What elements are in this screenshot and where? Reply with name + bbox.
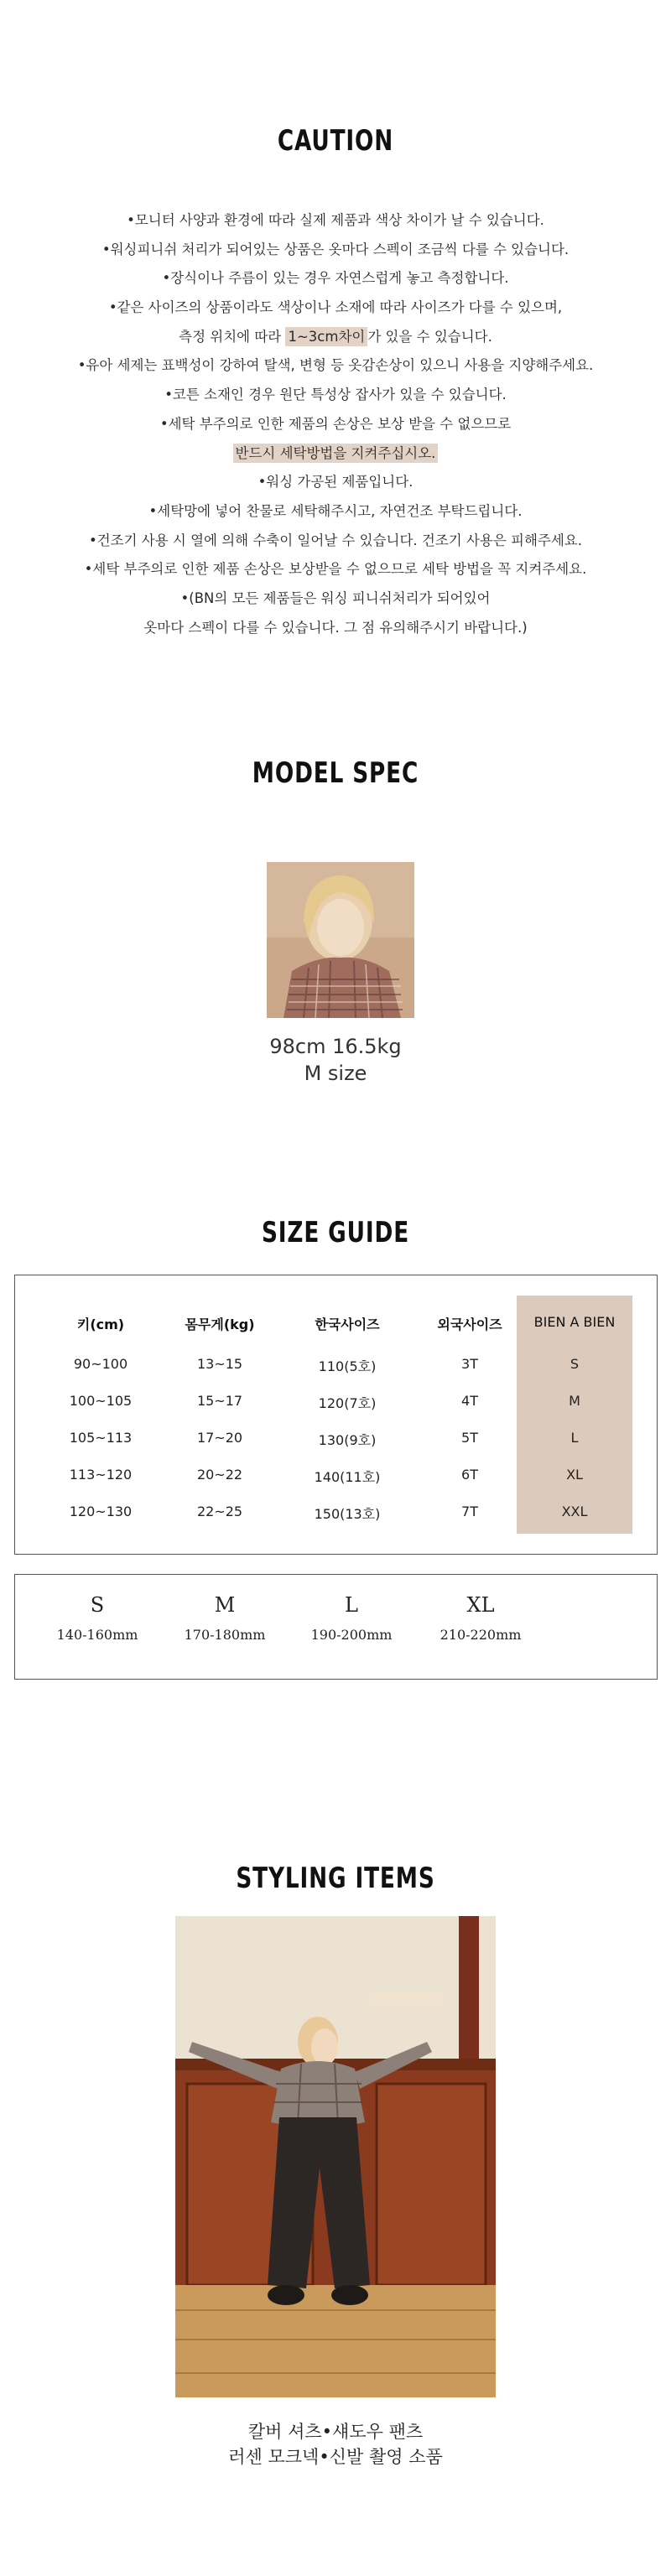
styling-title: STYLING ITEMS [236, 1862, 435, 1895]
caution-line: •워싱피니쉬 처리가 되어있는 상품은 옷마다 스펙이 조금씩 다를 수 있습니다. [101, 241, 570, 257]
size-cell: M [569, 1393, 580, 1409]
size-cell: 22~25 [196, 1504, 243, 1519]
caution-line: •세탁 부주의로 인한 제품 손상은 보상받을 수 없으므로 세탁 방법을 꼭 지켜주세요. [84, 561, 587, 578]
size-cell: 150(13호) [314, 1506, 381, 1522]
size-cell: S [570, 1356, 580, 1372]
caution-highlight: 1~3cm차이 [285, 327, 367, 346]
size-col-header: BIEN A BIEN [533, 1314, 616, 1330]
adult-size-range: 190-200mm [310, 1627, 393, 1643]
caution-line-text: 가 있을 수 있습니다. [367, 328, 492, 345]
caution-line: •세탁 부주의로 인한 제품의 손상은 보상 받을 수 없으므로 [159, 415, 512, 432]
size-col-header: 외국사이즈 [437, 1317, 502, 1332]
size-guide-title: SIZE GUIDE [261, 1216, 410, 1249]
caution-line-text: 측정 위치에 따라 [179, 328, 286, 345]
size-cell: XL [566, 1467, 583, 1483]
adult-size-label: S [90, 1593, 105, 1617]
size-cell: 110(5호) [318, 1358, 377, 1374]
caution-line: •코튼 소재인 경우 원단 특성상 잡사가 있을 수 있습니다. [164, 387, 507, 403]
styling-photo [175, 1916, 496, 2397]
size-cell: 4T [461, 1393, 478, 1409]
size-cell: L [570, 1430, 579, 1446]
size-cell: 90~100 [73, 1356, 128, 1372]
brand-size-column-bg [517, 1296, 632, 1534]
caution-line: •건조기 사용 시 열에 의해 수축이 일어날 수 있습니다. 건조기 사용은 피해주세요. [89, 532, 582, 548]
size-cell: 7T [461, 1504, 478, 1519]
model-size: M size [304, 1062, 367, 1085]
caution-line: •장식이나 주름이 있는 경우 자연스럽게 놓고 측정합니다. [162, 270, 509, 287]
size-cell: 140(11호) [314, 1469, 381, 1485]
size-cell: 105~113 [69, 1430, 133, 1446]
caution-line: •같은 사이즈의 상품이라도 색상이나 소재에 따라 사이즈가 다를 수 있으며, [108, 299, 563, 316]
size-cell: 120~130 [69, 1504, 133, 1519]
model-spec-title: MODEL SPEC [252, 756, 419, 790]
caution-line: •유아 세제는 표백성이 강하여 탈색, 변형 등 옷감손상이 있으니 사용을 지양해주세요. [77, 357, 594, 374]
size-cell: 5T [461, 1430, 478, 1446]
adult-size-label: M [214, 1593, 236, 1617]
size-cell: 3T [461, 1356, 478, 1372]
size-col-header: 한국사이즈 [315, 1317, 380, 1332]
size-cell: 100~105 [69, 1393, 133, 1409]
size-cell: 17~20 [196, 1430, 243, 1446]
size-cell: 15~17 [196, 1393, 243, 1409]
size-col-header: 키(cm) [76, 1317, 125, 1332]
caution-line: 옷마다 스펙이 다를 수 있습니다. 그 점 유의해주시기 바랍니다.) [143, 619, 528, 636]
caution-line: •모니터 사양과 환경에 따라 실제 제품과 색상 차이가 날 수 있습니다. [127, 212, 544, 228]
size-cell: 20~22 [196, 1467, 243, 1483]
size-cell: 13~15 [196, 1356, 243, 1372]
styling-caption-line1: 칼버 셔츠•섀도우 팬츠 [247, 2422, 424, 2442]
adult-size-range: 170-180mm [184, 1627, 266, 1643]
caution-highlight: 반드시 세탁방법을 지켜주십시오. [233, 444, 439, 463]
adult-size-range: 140-160mm [56, 1627, 138, 1643]
size-cell: 120(7호) [318, 1395, 377, 1411]
adult-size-range: 210-220mm [440, 1627, 522, 1643]
model-height-weight: 98cm 16.5kg [269, 1035, 402, 1058]
caution-title: CAUTION [277, 124, 394, 158]
styling-caption-line2: 러센 모크넥•신발 촬영 소품 [228, 2447, 443, 2467]
caution-line: •(BN의 모든 제품들은 워싱 피니쉬처리가 되어있어 [180, 589, 491, 606]
adult-size-table [14, 1574, 658, 1680]
caution-line: •워싱 가공된 제품입니다. [257, 474, 414, 491]
caution-list [0, 206, 671, 642]
size-cell: 113~120 [69, 1467, 133, 1483]
adult-size-label: L [345, 1593, 358, 1617]
caution-line: •세탁망에 넣어 찬물로 세탁해주시고, 자연건조 부탁드립니다. [148, 502, 523, 519]
size-guide-table [14, 1275, 658, 1555]
caution-line [0, 323, 671, 352]
size-cell: 130(9호) [318, 1432, 377, 1448]
caution-line [0, 439, 671, 469]
size-cell: 6T [461, 1467, 478, 1483]
adult-size-label: XL [466, 1593, 495, 1617]
model-photo [267, 862, 414, 1018]
size-col-header: 몸무게(kg) [185, 1317, 255, 1332]
size-cell: XXL [561, 1504, 588, 1519]
